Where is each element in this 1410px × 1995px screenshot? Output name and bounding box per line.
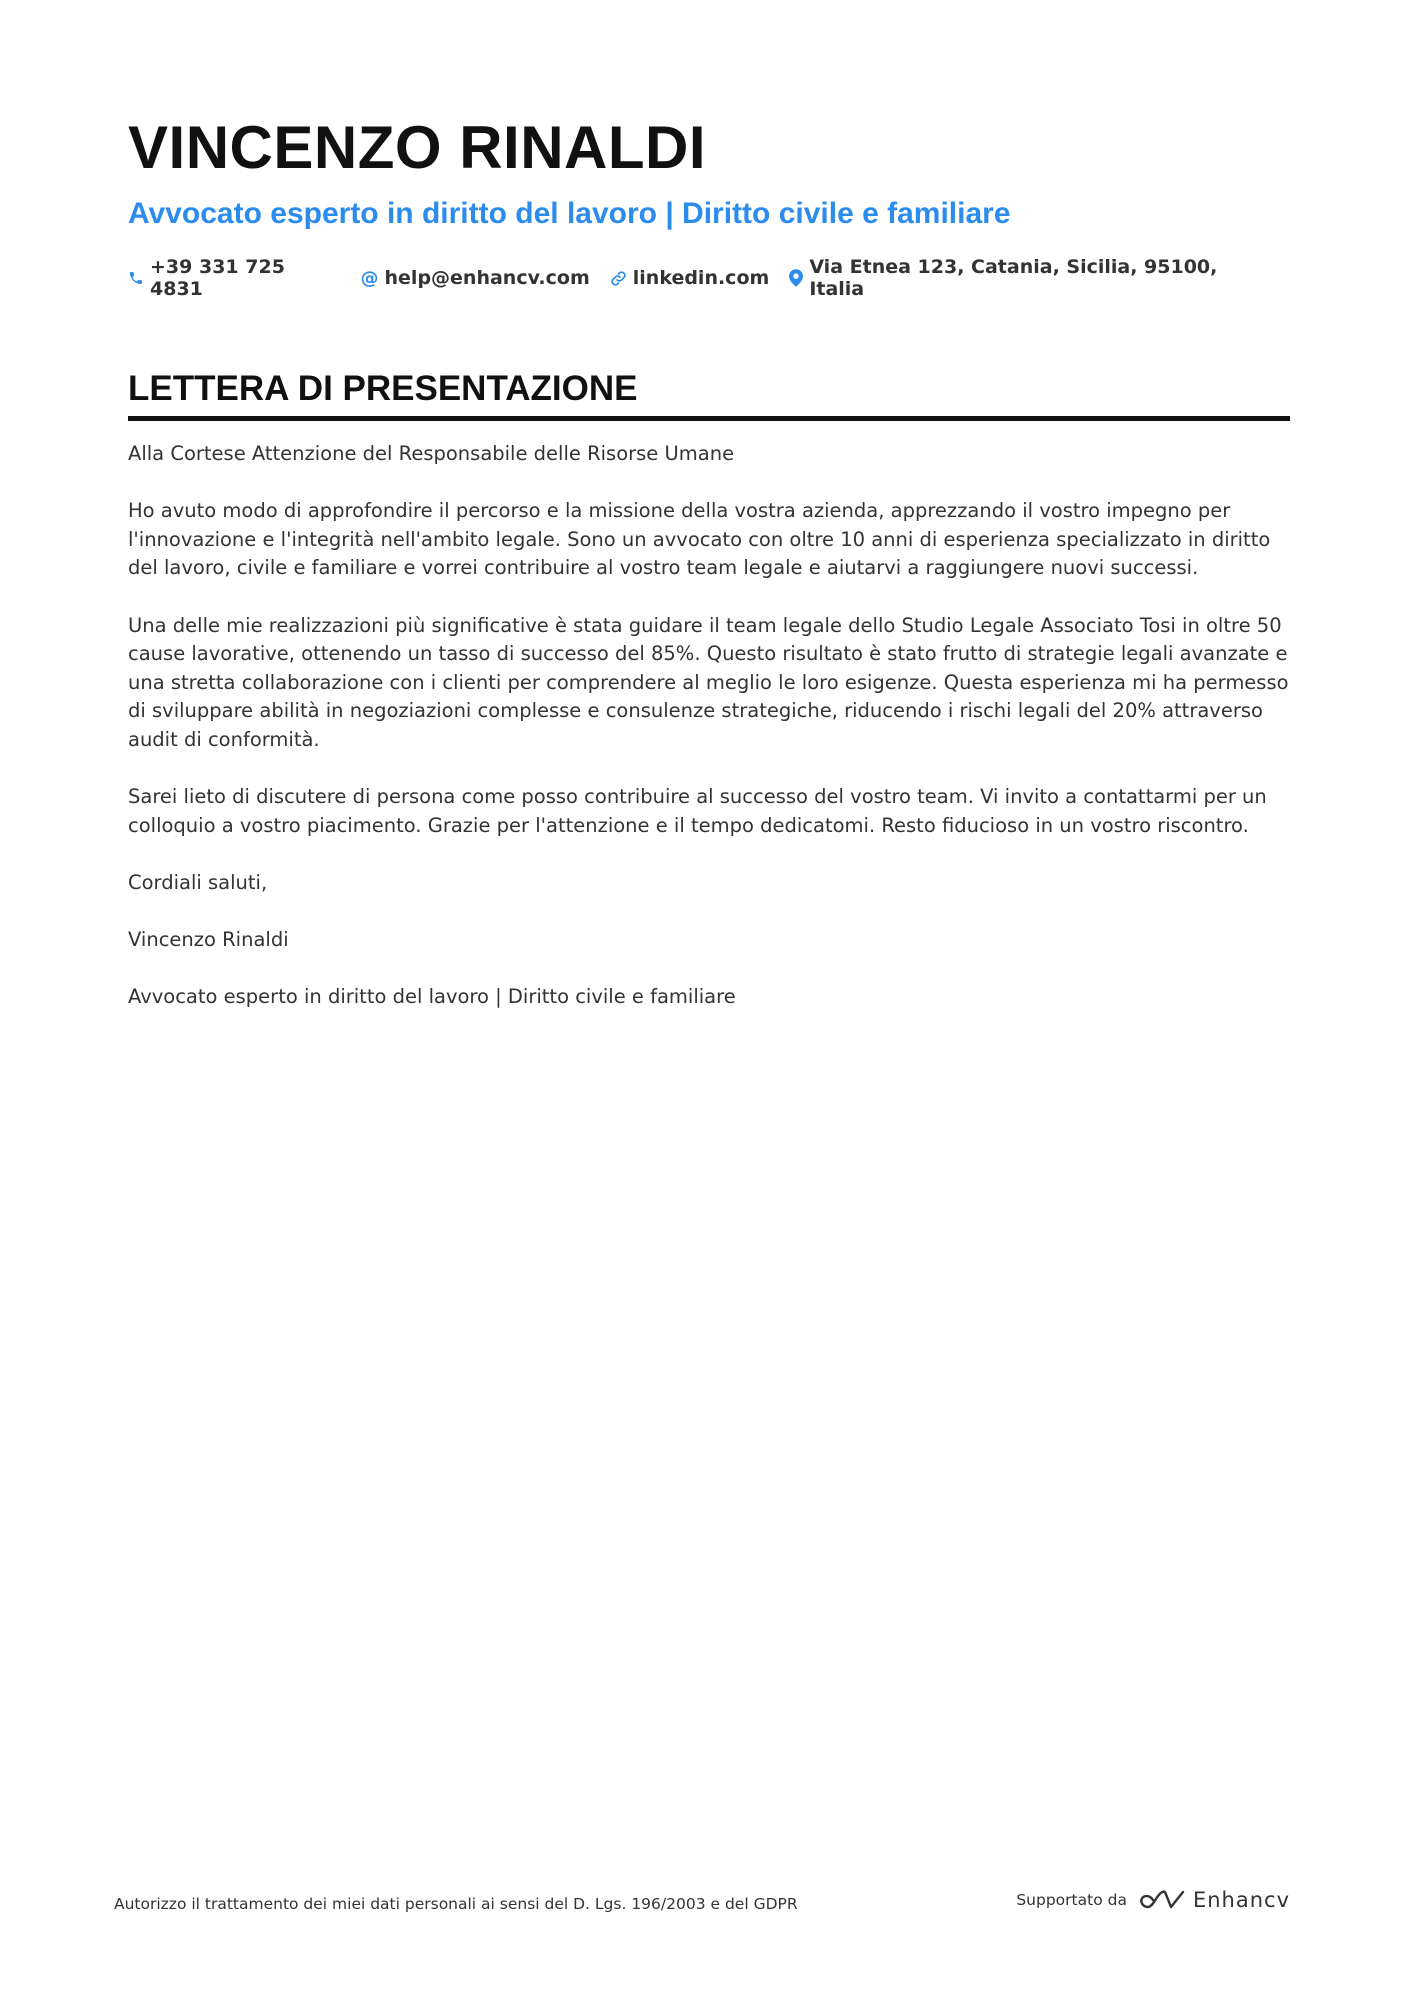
consent-note: Autorizzo il trattamento dei miei dati personali ai sensi del D. Lgs. 196/2003 e del GDPR: [114, 1895, 798, 1913]
brand-name[interactable]: Enhancv: [1192, 1888, 1290, 1912]
header: [128, 108, 1290, 300]
letter-closing: Cordiali saluti,: [128, 870, 268, 894]
contact-phone: [128, 256, 341, 300]
contact-website[interactable]: [610, 267, 770, 289]
contact-phone-text: +39 331 725 4831: [150, 256, 285, 300]
contact-bar: [128, 256, 1290, 300]
candidate-name: VINCENZO RINALDI: [128, 114, 706, 181]
powered-by[interactable]: [1016, 1888, 1290, 1912]
letter-paragraph: Ho avuto modo di approfondire il percorso e la missione della vostra azienda, apprezzando il vostro impegno per l'innovazione e l'integrità nell'ambito legale. Sono un avvocato con oltre 10 anni di esperienza specializzato in diritto del lavoro, civile e familiare e vorrei contribuire al vostro team legale e aiutarvi a raggiungere nuovi successi.: [128, 499, 1271, 580]
letter-body: [128, 440, 1293, 1040]
signature-name: Vincenzo Rinaldi: [128, 928, 289, 952]
link-icon: [610, 270, 627, 287]
enhancv-logo-icon[interactable]: [1139, 1888, 1185, 1912]
at-icon: @: [360, 267, 379, 289]
candidate-title: Avvocato esperto in diritto del lavoro | Diritto civile e familiare: [128, 197, 1011, 230]
letter-paragraph: Una delle mie realizzazioni più significative è stata guidare il team legale dello Studio Legale Associato Tosi in oltre 50 cause lavorative, ottenendo un tasso di successo del 85%. Questo risultato è stato frutto di strategie legali avanzate e una stretta collaborazione con i clienti per comprendere al meglio le loro esigenze. Questa esperienza mi ha permesso di sviluppare abilità in negoziazioni complesse e consulenze strategiche, riducendo i rischi legali del 20% attraverso audit di conformità.: [128, 613, 1289, 751]
contact-address-text: Via Etnea 123, Catania, Sicilia, 95100, Italia: [809, 256, 1218, 300]
signature-title: Avvocato esperto in diritto del lavoro | Diritto civile e familiare: [128, 985, 736, 1009]
powered-by-label: Supportato da: [1016, 1891, 1127, 1909]
contact-address: [789, 256, 1270, 300]
phone-icon: [128, 270, 144, 286]
letter-paragraph: Sarei lieto di discutere di persona come posso contribuire al successo del vostro team. Vi invito a contattarmi per un colloquio a vostro piacimento. Grazie per l'attenzione e il tempo dedicatomi. Resto fiducioso in un vostro riscontro.: [128, 785, 1267, 837]
contact-email[interactable]: [361, 267, 590, 289]
section-title: LETTERA DI PRESENTAZIONE: [128, 366, 1290, 421]
contact-website-text[interactable]: linkedin.com: [632, 267, 770, 289]
contact-email-text[interactable]: help@enhancv.com: [384, 267, 590, 289]
location-pin-icon: [789, 269, 803, 287]
letter-salutation: Alla Cortese Attenzione del Responsabile delle Risorse Umane: [128, 442, 735, 465]
